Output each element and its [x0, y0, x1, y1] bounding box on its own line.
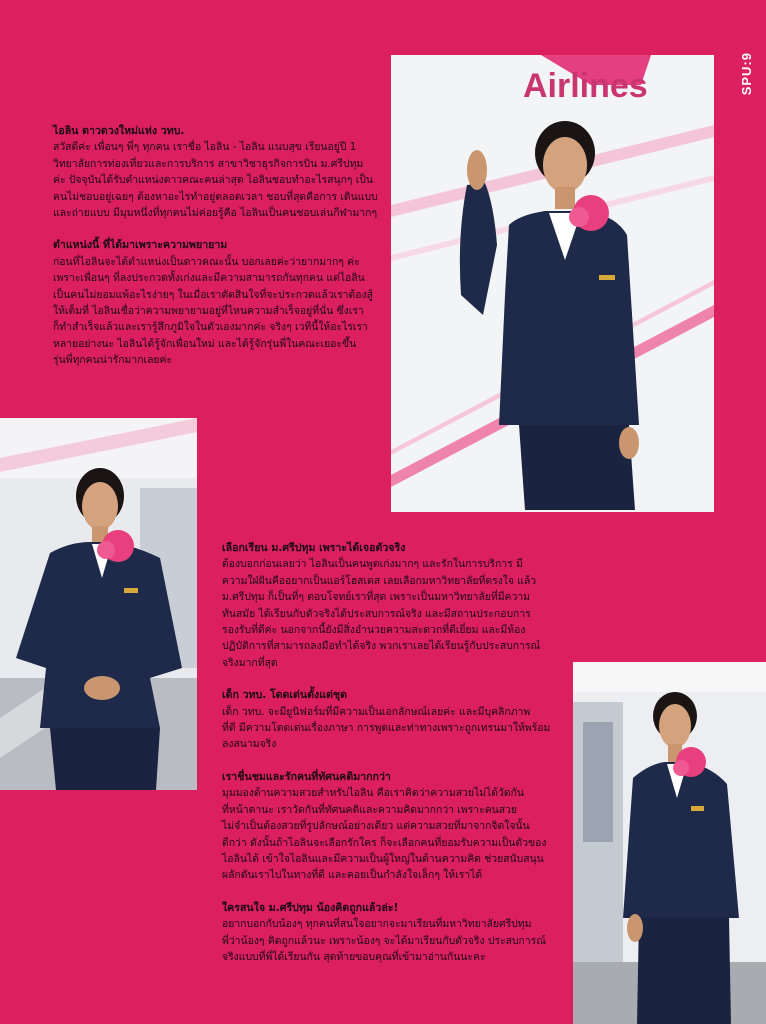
choose-line: ต้องบอกก่อนเลยว่า ไอลินเป็นคนพูดเก่งมากๆ และรักในการบริการ มี — [222, 558, 523, 571]
effort-line: เพราะเพื่อนๆ ที่ลงประกวดทั้งเก่งและมีความสามารถกันทุกคน แต่ไอลิน — [53, 272, 365, 285]
intro-line: คนไม่ชอบอยู่เฉยๆ ต้องหาอะไรทำอยู่ตลอดเวลา ชอบที่สุดคือการ เดินแบบ — [53, 190, 378, 203]
choose-heading: เลือกเรียน ม.ศรีปทุม เพราะได้เจอตัวจริง — [222, 542, 406, 554]
interest-line: จริงแบบที่พี่ได้เรียนกัน สุดท้ายขอบคุณที่เข้ามาอ่านกันนะคะ — [222, 950, 486, 963]
admire-line: ที่หน้าตานะ เราวัดกันที่ทัศนคติและความคิดมากกว่า เพราะคนสวย — [222, 803, 518, 816]
intro-heading: ไอลิน ดาวดวงใหม่แห่ง วทบ. — [53, 125, 185, 137]
effort-line: ก่อนที่ไอลินจะได้ตำแหน่งเป็นดาวคณะนั้น บอกเลยค่ะว่ายากมากๆ ค่ะ — [53, 255, 360, 268]
admire-line: มุมมองด้านความสวยสำหรับไอลิน คือเราคิดว่าความสวยไม่ได้วัดกัน — [222, 787, 525, 800]
admire-line: ดีกว่า ดังนั้นถ้าไอลินจะเลือกรักใคร ก็จะเลือกคนที่ยอมรับความเป็นตัวของ — [222, 836, 547, 849]
intro-line: สวัสดีค่ะ เพื่อนๆ พี่ๆ ทุกคน เราชื่อ ไอลิน - ไอลิน แนบสุข เรียนอยู่ปี 1 — [53, 141, 357, 154]
kids-line: เด็ก วทบ. จะมียูนิฟอร์มที่มีความเป็นเอกลักษณ์เลยค่ะ และมีบุคลิกภาพ — [222, 705, 531, 718]
kids-line: ที่ดี มีความโดดเด่นเรื่องภาษา การพูดและท่าทางเพราะถูกเทรนมาให้พร้อม — [222, 722, 551, 735]
choose-line: ทันสมัย ได้เรียนกับตัวจริงได้ประสบการณ์จริง และมีสถานประกอบการ — [222, 607, 531, 620]
choose-line: ม.ศรีปทุม ก็เป็นที่ๆ ตอบโจทย์เราที่สุด เพราะเป็นมหาวิทยาลัยที่มีความ — [222, 591, 531, 604]
admire-line: ผลักดันเราไปในทางที่ดี และคอยเป็นกำลังใจเล็กๆ ให้เราได้ — [222, 869, 483, 882]
effort-line: เป็นคนไม่ยอมแพ้อะไรง่ายๆ ในเมื่อเราตัดสินใจที่จะประกวดแล้วเราต้องสู้ — [53, 288, 373, 301]
effort-line: รุ่นพี่ทุกคนน่ารักมากเลยค่ะ — [53, 354, 173, 367]
main-text-block — [222, 540, 562, 965]
kids-heading: เด็ก วทบ. โดดเด่นตั้งแต่ชุด — [222, 689, 347, 702]
photo-top-right — [391, 55, 714, 512]
intro-line: วิทยาลัยการท่องเที่ยวและการบริการ สาขาวิชาธุรกิจการบิน ม.ศรีปทุม — [53, 157, 364, 170]
intro-text-block — [53, 123, 383, 369]
choose-line: จริงมากที่สุด — [222, 656, 278, 669]
interest-line: อยากบอกกับน้องๆ ทุกคนที่สนใจอยากจะมาเรียนที่มหาวิทยาลัยศรีปทุม — [222, 918, 532, 931]
intro-line: และถ่ายแบบ มีมุมหนึ่งที่ทุกคนไม่ค่อยรู้คือ ไอลินเป็นคนชอบเล่นกีฬามากๆ — [53, 207, 378, 220]
effort-line: ให้เต็มที่ ไอลินเชื่อว่าความพยายามอยู่ที่ไหนความสำเร็จอยู่ที่นั่น ซึ่งเรา — [53, 305, 364, 318]
kids-line: ลงสนามจริง — [222, 738, 277, 751]
page-number: SPU:9 — [739, 52, 754, 96]
effort-heading: ตำแหน่งนี้ ที่ได้มาเพราะความพยายาม — [53, 239, 228, 252]
choose-line: ความใฝ่ฝันคืออยากเป็นแอร์โฮสเตส เลยเลือกมหาวิทยาลัยที่ตรงใจ แล้ว — [222, 574, 537, 587]
admire-heading: เราชื่นชมและรักคนที่ทัศนคติมากกว่า — [222, 770, 391, 783]
interest-line: พี่ว่าน้องๆ คิดถูกแล้วนะ เพราะน้องๆ จะได้มาเรียนกับตัวจริง ประสบการณ์ — [222, 934, 546, 947]
photo-left — [0, 418, 197, 790]
choose-line: รองรับที่ดีค่ะ นอกจากนี้ยังมีสิ่งอำนวยความสะดวกที่ดีเยี่ยม และมีห้อง — [222, 624, 526, 637]
admire-line: ไอลินได้ เข้าใจไอลินและมีความเป็นผู้ใหญ่ในด้านความคิด ช่วยสนับสนุน — [222, 852, 544, 865]
intro-line: ค่ะ ปัจจุบันได้รับตำแหน่งดาวคณะคนล่าสุด ไอลินชอบทำอะไรสนุกๆ เป็น — [53, 174, 374, 187]
effort-line: ก็ทำสำเร็จแล้วและเรารู้สึกภูมิใจในตัวเองมากค่ะ จริงๆ เวทีนี้ให้อะไรเรา — [53, 321, 368, 334]
airlines-sign: Airlines — [523, 67, 648, 105]
choose-line: ปฏิบัติการที่สามารถลงมือทำได้จริง พวกเราเลยได้เรียนรู้กับประสบการณ์ — [222, 640, 541, 653]
admire-line: ไม่จำเป็นต้องสวยที่รูปลักษณ์อย่างเดียว แต่ความสวยที่มาจากจิตใจนั้น — [222, 820, 530, 833]
effort-line: หลายอย่างนะ ไอลินได้รู้จักเพื่อนใหม่ และได้รู้จักรุ่นพี่ในคณะเยอะขึ้น — [53, 337, 357, 350]
photo-bottom-right — [573, 662, 766, 1024]
interest-heading: ใครสนใจ ม.ศรีปทุม น้องคิดถูกแล้วล่ะ! — [222, 901, 399, 914]
